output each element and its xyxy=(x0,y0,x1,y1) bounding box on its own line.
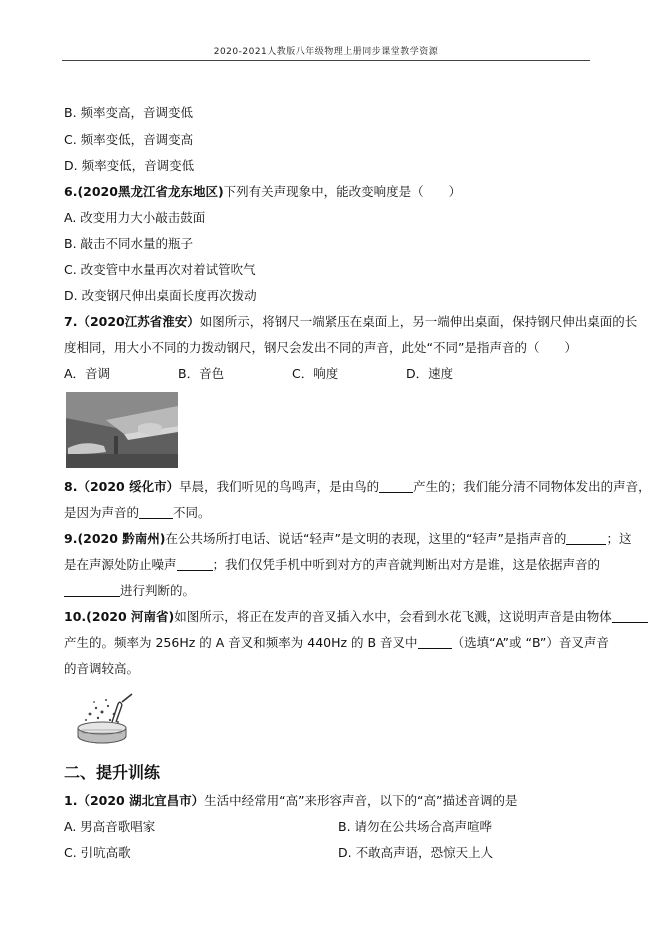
answer-blank-9-3[interactable] xyxy=(64,584,120,597)
question-9-text-1b: ；这 xyxy=(606,531,632,546)
practice-1-option-a: A. 男高音歌唱家 xyxy=(64,819,156,834)
question-7-source: （2020江苏省淮安） xyxy=(77,314,200,329)
question-6-option-d: D. 改变钢尺伸出桌面长度再次拨动 xyxy=(64,288,257,303)
question-10-line2 xyxy=(64,634,609,652)
question-6-option-a: A. 改变用力大小敲击鼓面 xyxy=(64,210,206,225)
question-10-number: 10. xyxy=(64,609,87,624)
answer-blank-8-2[interactable] xyxy=(139,506,173,519)
practice-1-number: 1. xyxy=(64,793,78,808)
question-6-stem xyxy=(64,183,461,201)
option-d-prev: D. 频率变低，音调变低 xyxy=(64,158,195,173)
option-b-prev: B. 频率变高，音调变低 xyxy=(64,105,194,120)
question-9-line2 xyxy=(64,556,600,574)
answer-blank-9-2[interactable] xyxy=(177,558,213,571)
practice-1-text: 生活中经常用“高”来形容声音，以下的“高”描述音调的是 xyxy=(204,793,518,808)
question-7-options xyxy=(64,365,453,383)
question-10-text-1a: 如图所示，将正在发声的音叉插入水中，会看到水花飞溅，这说明声音是由物体 xyxy=(174,609,612,624)
option-c-prev: C. 频率变低，音调变高 xyxy=(64,132,194,147)
practice-1-stem xyxy=(64,792,518,810)
practice-1-source: （2020 湖北宜昌市） xyxy=(77,793,205,808)
tuning-fork-water-illustration xyxy=(72,690,138,746)
question-9-source: (2020 黔南州) xyxy=(77,531,166,546)
question-9-text-3b: 进行判断的。 xyxy=(120,583,196,598)
question-6-source: (2020黑龙江省龙东地区) xyxy=(77,184,224,199)
question-9-text-2b: ；我们仅凭手机中听到对方的声音就判断出对方是谁，这是依据声音的 xyxy=(212,557,601,572)
question-6-number: 6. xyxy=(64,184,78,199)
question-8-line1 xyxy=(64,478,651,496)
question-7-number: 7. xyxy=(64,314,78,329)
question-7-option-a: A．音调 xyxy=(64,366,111,381)
question-9-number: 9. xyxy=(64,531,78,546)
question-9-line1 xyxy=(64,530,631,548)
answer-blank-9-1[interactable] xyxy=(566,532,606,545)
question-9-text-2a: 是在声源处防止噪声 xyxy=(64,557,177,572)
section-title: 二、提升训练 xyxy=(64,763,161,782)
question-7-option-c: C．响度 xyxy=(292,366,339,381)
question-10-text-2a: 产生的。频率为 256Hz 的 A 音叉和频率为 440Hz 的 B 音叉中 xyxy=(64,635,418,650)
answer-blank-10-1[interactable] xyxy=(612,610,648,623)
question-8-text-1b: 产生的；我们能分清不同物体发出的声音， xyxy=(413,479,651,494)
header-title: 2020-2021人教版八年级物理上册同步课堂教学资源 xyxy=(213,47,439,57)
answer-blank-8-1[interactable] xyxy=(379,480,413,493)
question-7-text-1: 如图所示，将钢尺一端紧压在桌面上，另一端伸出桌面，保持钢尺伸出桌面的长 xyxy=(199,314,638,329)
answer-blank-10-2[interactable] xyxy=(418,636,452,649)
question-7-option-d: D．速度 xyxy=(406,366,454,381)
question-8-text-2b: 不同。 xyxy=(173,505,211,520)
question-10-line1 xyxy=(64,608,648,626)
question-6-text: 下列有关声现象中，能改变响度是（ ） xyxy=(223,184,462,199)
question-8-source: （2020 绥化市） xyxy=(77,479,180,494)
question-8-text-1a: 早晨，我们听见的鸟鸣声，是由鸟的 xyxy=(179,479,380,494)
question-8-number: 8. xyxy=(64,479,78,494)
question-10-line3: 的音调较高。 xyxy=(64,661,140,676)
practice-1-option-c: C. 引吭高歌 xyxy=(64,845,131,860)
question-6-option-c: C. 改变管中水量再次对着试管吹气 xyxy=(64,262,256,277)
question-7-stem-line1 xyxy=(64,313,637,331)
question-9-line3 xyxy=(64,582,195,600)
question-10-source: (2020 河南省) xyxy=(86,609,175,624)
practice-1-option-d: D. 不敢高声语，恐惊天上人 xyxy=(338,845,494,860)
question-6-option-b: B. 敲击不同水量的瓶子 xyxy=(64,236,194,251)
question-10-text-2b: （选填“A”或 “B”）音叉声音 xyxy=(451,635,609,650)
practice-1-option-b: B. 请勿在公共场合高声喧哗 xyxy=(338,819,493,834)
question-9-text-1a: 在公共场所打电话、说话“轻声”是文明的表现，这里的“轻声”是指声音的 xyxy=(165,531,567,546)
question-8-text-2a: 是因为声音的 xyxy=(64,505,140,520)
question-7-stem-line2: 度相同，用大小不同的力拨动钢尺，钢尺会发出不同的声音，此处“不同”是指声音的（ ） xyxy=(64,340,577,355)
question-7-option-b: B．音色 xyxy=(178,366,225,381)
header-divider xyxy=(62,60,590,61)
steel-ruler-photo xyxy=(66,392,178,468)
question-8-line2 xyxy=(64,504,211,522)
